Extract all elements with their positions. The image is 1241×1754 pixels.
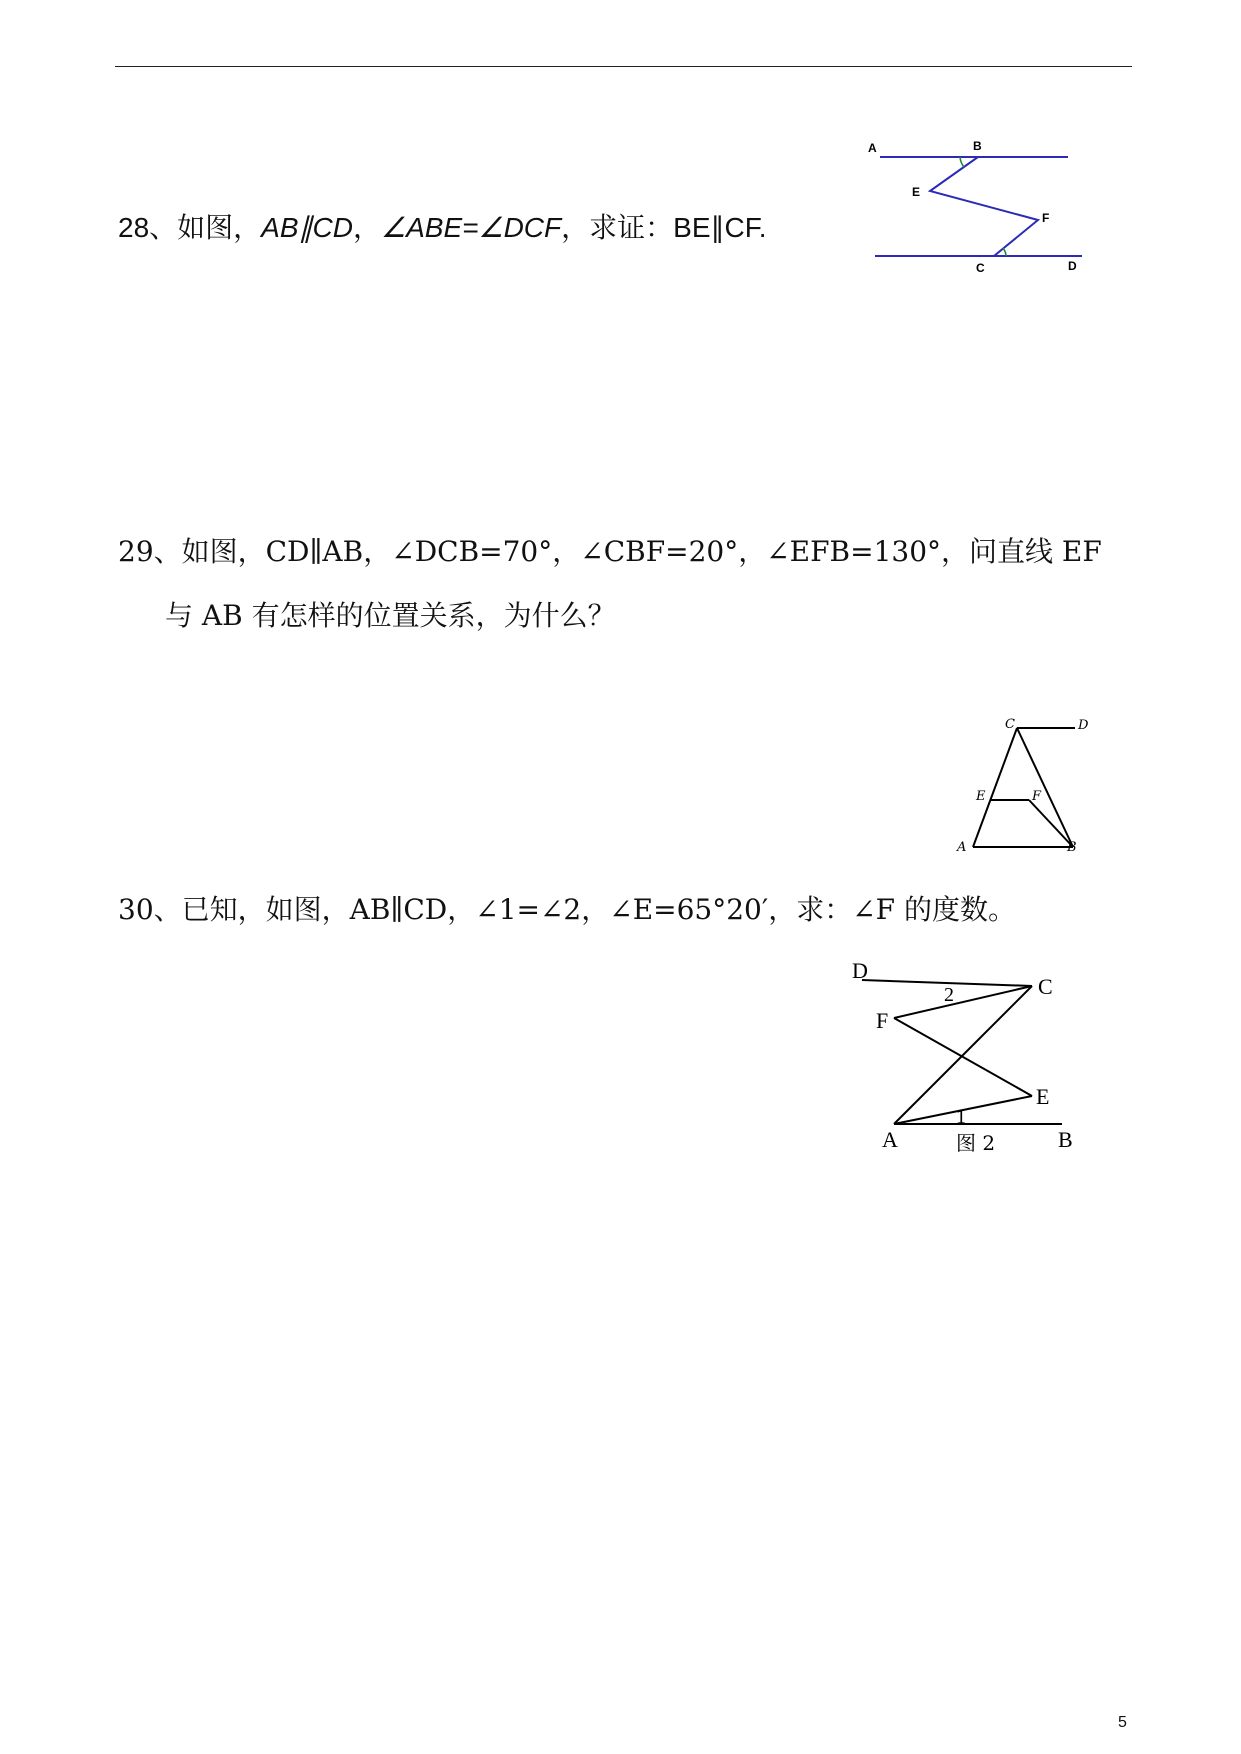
- q28-text-d: .: [758, 212, 767, 243]
- q28-text-b: ，: [352, 212, 381, 243]
- q30-figure: [840, 950, 1100, 1170]
- question-29-line-2: 与 AB 有怎样的位置关系，为什么？: [165, 599, 616, 632]
- q28-label-b: B: [973, 139, 982, 153]
- q29-label-e: E: [976, 789, 986, 804]
- q29-label-a: A: [957, 840, 967, 855]
- q30-label-f: F: [876, 1008, 889, 1033]
- q28-text-a: 如图，: [177, 212, 262, 243]
- question-28: [118, 210, 767, 246]
- page-number: 5: [1118, 1714, 1127, 1731]
- q30-label-e: E: [1036, 1084, 1050, 1109]
- q28-figure: [860, 135, 1100, 275]
- q28-math-angles: ∠ABE=∠DCF: [380, 212, 562, 243]
- q28-label-c: C: [976, 261, 985, 275]
- q28-math-parallel: AB∥CD: [261, 212, 353, 243]
- q30-angle-2-label: 2: [944, 984, 954, 1006]
- q28-label-d: D: [1068, 259, 1077, 273]
- question-29-line-1: 29、如图，CD∥AB，∠DCB=70°，∠CBF=20°，∠EFB=130°，问直线 EF: [118, 535, 1102, 568]
- q28-number: 28、: [118, 212, 178, 243]
- q30-label-a: A: [882, 1127, 898, 1152]
- q29-label-b: B: [1067, 840, 1077, 855]
- q29-label-d: D: [1078, 718, 1089, 733]
- q28-label-f: F: [1042, 211, 1050, 225]
- q30-figure-caption: 图 2: [956, 1131, 996, 1155]
- header-rule: [115, 66, 1132, 67]
- q29-label-f: F: [1032, 789, 1042, 804]
- question-30: 30、已知，如图，AB∥CD，∠1=∠2，∠E=65°20′，求：∠F 的度数。: [118, 893, 1017, 926]
- q29-label-c: C: [1005, 717, 1015, 732]
- q28-label-a: A: [868, 141, 877, 155]
- q30-label-d: D: [852, 958, 868, 983]
- q28-text-c: ，求证：: [561, 212, 674, 243]
- q28-label-e: E: [912, 185, 921, 199]
- q29-figure: [955, 715, 1115, 865]
- q30-angle-1-label: 1: [956, 1106, 966, 1128]
- q30-label-b: B: [1058, 1127, 1073, 1152]
- q30-label-c: C: [1038, 974, 1053, 999]
- q28-math-conclusion: BE∥CF: [673, 212, 759, 243]
